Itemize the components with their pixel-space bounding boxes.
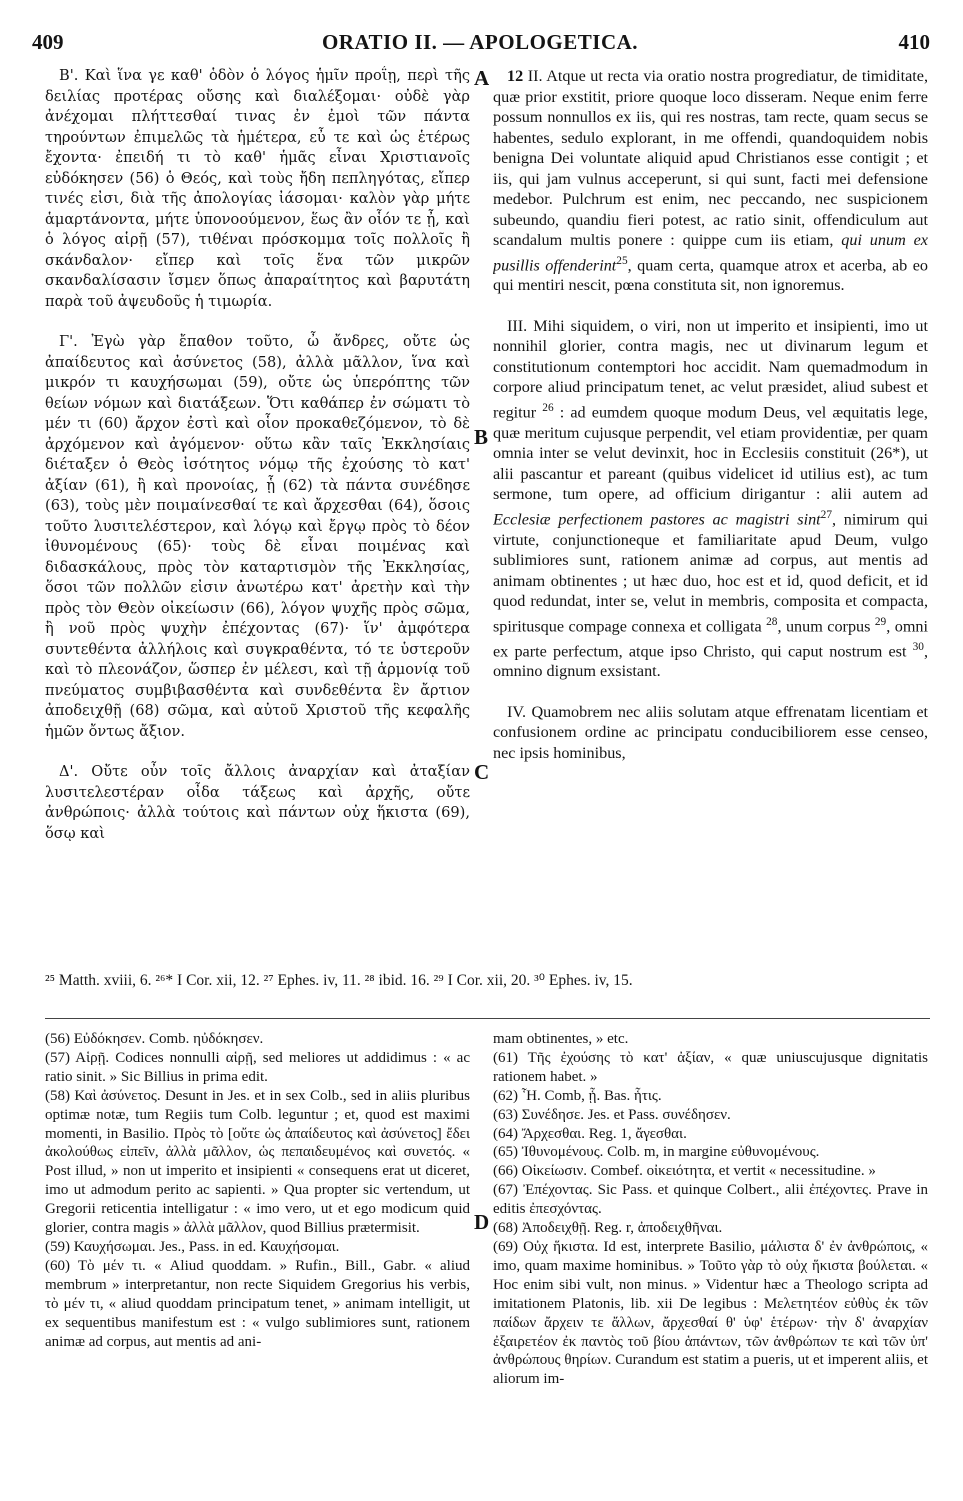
latin-paragraph: III. Mihi siquidem, o viri, non ut imperito et insipienti, imo ut nonnihil glorier, contra magis, nec ut divinarum legum et constitutionum contemptori hoc accidit. Nam quemadmodum in corpore aliud principatum tenet, ac velut præsidet, aliud subest et regitur $^{26}$ : ad eumdem quoque modum Deus, vel æquitatis lege, quæ meritum cujusque perpendit, vel etiam providentiæ, per quam omnia inter se velut devinxit, hoc in Ecclesiis constituit (26*), ut alii pascantur et pareant (quibus videlicet id utilius est), ac tum sermone, tum opere, ad officium dirigantur : alii autem ad Ecclesiæ perfectionem pastores ac magistri sint$^{27}$, nimirum qui virtute, conjunctioneque et familiaritate apud Deum, vulgo sublimiores sunt, rationem animæ ad corpus, aut mentis ad animam obtinentes ; ut hæc duo, hoc est et id, quod deficit, et id quod redundat, inter se, velut in membris, composita et compacta, spiritusque compage connexa et colligata $^{28}$, unum corpus $^{29}$, omni ex parte perfectum, atque ipso Christo, qui caput nostrum est $^{30}$, omnino dignum exsistant.: [493, 316, 928, 681]
critical-notes-left: [45, 1030, 470, 1470]
note: (63) Συνέδησε. Jes. et Pass. συνέδησεν.: [493, 1106, 731, 1123]
note: (60) Τὸ μέν τι. « Aliud quoddam. » Rufin., Bill., Gabr. « aliud membrum » interpretantur, non recte Siquidem Gregorius his verbis, τὸ μέν τι, « aliud quoddam principatum tenet, » animam intelligit, ut ex sequentibus manifestum est : « vulgo sublimiores sunt, rationem animæ ad corpus, aut mentis ad ani-: [45, 1257, 470, 1350]
note: (57) Αἱρῇ. Codices nonnulli αἱρῇ, sed meliores ut addidimus : « ac ratio sinit. » Sic Billius in prima edit.: [45, 1049, 470, 1085]
note: (64) Ἄρχεσθαι. Reg. 1, ἄγεσθαι.: [493, 1125, 687, 1142]
note: mam obtinentes, » etc.: [493, 1031, 629, 1047]
greek-column: [45, 66, 470, 966]
latin-column: [493, 66, 928, 966]
greek-paragraph: Γ'. Ἐγὼ γὰρ ἔπαθον τοῦτο, ὦ ἄνδρες, οὔτε ὡς ἀπαίδευτος καὶ ἀσύνετος (58), ἀλλὰ μᾶλλον, ἵνα καὶ μικρόν τι καυχήσωμαι (59), οὔτε ὡς ὑπερόπτης τῶν θείων νόμων καὶ διατάξεων. Ὅτι καθάπερ ἐν σώματι τὸ μέν τι (60) ἄρχον ἐστὶ καὶ οἷον προκαθεζόμενον, τὸ δὲ ἀρχόμενον καὶ ἀγόμενον· οὕτω κἂν ταῖς Ἐκκλησίαις διέταξεν ὁ Θεὸς ἰσότητος νόμῳ τῆς ἐχούσης τὸ κατ' ἀξίαν (61), ἢ καὶ προνοίας, ᾗ (62) τὰ πάντα συνέδησε (63), τοὺς μὲν ποιμαίνεσθαί τε καὶ ἄρχεσθαι (64), ὅσοις τοῦτο λυσιτελέστερον, καὶ λόγῳ καὶ ἔργῳ πρὸς τὸ δέον ἰθυνομένους (65)· τοὺς δὲ εἶναι ποιμένας καὶ διδασκάλους, πρὸς τὸν καταρτισμὸν τῆς Ἐκκλησίας, ὅσοι τῶν πολλῶν εἰσιν ἀνωτέρω κατ' ἀρετὴν καὶ τὴν πρὸς τὸν Θεὸν οἰκείωσιν (66), λόγον ψυχῆς πρὸς σῶμα, ἢ νοῦ πρὸς ψυχὴν ἐπέχοντας (67)· ἵν' ἀμφότερα συντεθέντα ἀλλήλοις καὶ συγκραθέντα, τό τε ὑστεροῦν καὶ τὸ πλεονάζον, ὥσπερ ἐν μέλεσι, καὶ τῇ ἁρμονίᾳ τοῦ πνεύματος συμβιβασθέντα καὶ συνδεθέντα ἓν ἄρτιον ἀποδειχθῇ (68) σῶμα, καὶ αὐτοῦ Χριστοῦ τῆς κεφαλῆς ἡμῶν ὄντως ἄξιον.: [45, 333, 470, 740]
scripture-references: ²⁵ Matth. xviii, 6. ²⁶* I Cor. xii, 12. ²⁷ Ephes. iv, 11. ²⁸ ibid. 16. ²⁹ I Cor. xii, 20. ³⁰ Ephes. iv, 15.: [45, 972, 633, 989]
note: (61) Τῆς ἐχούσης τὸ κατ' ἀξίαν, « quæ uniuscujusque dignitatis rationem habet. »: [493, 1049, 928, 1085]
margin-marker-b: B: [474, 425, 489, 449]
section-number: 12: [507, 67, 524, 85]
page-number-left: 409: [32, 30, 64, 54]
running-header: [30, 30, 930, 60]
greek-paragraph: Δ'. Οὔτε οὖν τοῖς ἄλλοις ἀναρχίαν καὶ ἀταξίαν λυσιτελεστέραν οἶδα τάξεως καὶ ἀρχῆς, οὔτε ἀνθρώποις· ἀλλὰ τούτοις καὶ πάντων οὐχ ἥκιστα (69), ὅσῳ καὶ: [45, 763, 470, 842]
note: (65) Ἰθυνομένους. Colb. m, in margine εὐθυνομένους.: [493, 1144, 820, 1161]
margin-marker-d: D: [474, 1210, 490, 1234]
greek-paragraph: Β'. Καὶ ἵνα γε καθ' ὁδὸν ὁ λόγος ἡμῖν προΐῃ, περὶ τῆς δειλίας προτέρας οὔσης καὶ διαλέξομαι· οὐδὲ γὰρ ἀνέχομαι πλήττεσθαί τινας ἐν ἐμοὶ τῶν πάντα τηρούντων ἐπιμελῶς τὰ ἡμέτερα, εὖ τε καὶ ὡς ἑτέρως ἔχοντα· ἐπειδή τι τὸ καθ' ἡμᾶς εἶναι Χριστιανοῖς εὐδόκησεν (56) ὁ Θεός, καὶ τοὺς ἤδη πεπληγότας, εἴπερ τινές εἰσι, διὰ τῆς ἀπολογίας ἰάσομαι· καλὸν γὰρ μήτε ἁμαρτάνοντα, μήτε ὑπονοούμενον, ἕως ἂν οἷόν τε ᾖ, καὶ ὁ λόγος αἱρῇ (57), τιθέναι πρόσκομμα τοῖς πολλοῖς ἢ σκάνδαλον· εἴπερ καὶ τοῖς ἕνα τῶν μικρῶν σκανδαλίσασιν ἴσμεν ὅπως ἀπαραίτητος καὶ βαρυτάτη παρὰ τοῦ ἀψευδοῦς ἡ τιμωρία.: [45, 67, 470, 310]
note: (62) Ἧ. Comb, ᾗ. Bas. ἧτις.: [493, 1087, 662, 1104]
note: (59) Καυχήσωμαι. Jes., Pass. in ed. Καυχήσομαι.: [45, 1238, 340, 1255]
critical-notes-right: [493, 1030, 928, 1470]
page-number-right: 410: [898, 30, 930, 54]
latin-paragraph: 12 II. Atque ut recta via oratio nostra progrediatur, de timiditate, quæ prior exstitit, priore quoque loco disseram. Neque enim ferre possum nonnullos ex iis, qui res nostras, tam recte, quam secus se habentes, sedulo explorant, in me offendi, quandoquidem nobis benigna Dei voluntate aliquid apud Christianos esse contigit ; et iis, qui jam vulnus acceperunt, si qui sunt, facti mei defensione medebor. Pulchrum est enim, nec peccando, nec suspicionem subeundo, quandiu fieri potest, ac ratio sinit, offendiculum aut scandalum multis ponere : quippe cum iis etiam, qui unum ex pusillis offenderint$^{25}$, quam certa, quamque atrox et acerba, ab eo qui mentiri nescit, pœna constituta sit, non ignoremus.: [493, 67, 928, 295]
notes-divider: [45, 1018, 930, 1019]
note: (56) Εὐδόκησεν. Comb. ηὐδόκησεν.: [45, 1031, 264, 1047]
note: (67) Ἐπέχοντας. Sic Pass. et quinque Colbert., alii ἐπέχοντες. Prave in editis ἐπεσχόντας.: [493, 1182, 928, 1218]
margin-marker-a: A: [474, 66, 490, 90]
latin-paragraph: IV. Quamobrem nec aliis solutam atque effrenatam licentiam et confusionem ordine ac principatu conducibiliorem esse censeo, nec ipsis hominibus,: [493, 702, 928, 762]
note: (68) Ἀποδειχθῇ. Reg. r, ἀποδειχθῆναι.: [493, 1220, 723, 1237]
margin-marker-c: C: [474, 760, 490, 784]
page-title: ORATIO II. — APOLOGETICA.: [321, 30, 639, 54]
note: (69) Οὐχ ἥκιστα. Id est, interprete Basilio, μάλιστα δ' ἐν ἀνθρώποις, « imo, quam maxime hominibus. » Τοῦτο γὰρ τὸ οὐχ ἥκιστα βούλεται. « Hoc enim sibi vult, non minus. » Videntur hæc a Theologo scripta ad imitationem Platonis, lib. xii De legibus : Μελετητέον εὐθὺς ἐκ τῶν παίδων ἄρχειν τε ἄλλων, ἄρχεσθαί θ' ὑφ' ἑτέρων· τὴν δ' ἀναρχίαν ἐξαιρετέον ἐκ παντὸς τοῦ βίου ἁπάντων, τῶν ἀνθρώπων τε καὶ τῶν ὑπ' ἀνθρώπους θηρίων. Curandum est statim a pueris, ut et imperent aliis, et aliorum im-: [493, 1238, 928, 1388]
note: (58) Καὶ ἀσύνετος. Desunt in Jes. et in sex Colb., sed in aliis pluribus optimæ notæ, tum Regiis tum Colb. leguntur ; et, quod est maximi momenti, in Basilio. Πρὸς τὸ [οὔτε ὡς ἀπαίδευτος καὶ ἀσύνετος] ἔδει ἀκολούθως εἰπεῖν, ἀλλὰ μᾶλλον, ὡς πεπαιδευμένος καὶ συνετός. « Post illud, » non ut imperito et insipienti « consequens erat ut diceret, imo ut admodum perito ac sapienti. » Qua propter sic vertendum, ut Gregorii reticentia intelligatur : « imo vero, ut et ego modicum quid glorier, contra magis » ἀλλὰ μᾶλλον, quod Billius prætermisit.: [45, 1087, 470, 1237]
note: (66) Οἰκείωσιν. Combef. οἰκειότητα, et vertit « necessitudine. »: [493, 1163, 876, 1180]
